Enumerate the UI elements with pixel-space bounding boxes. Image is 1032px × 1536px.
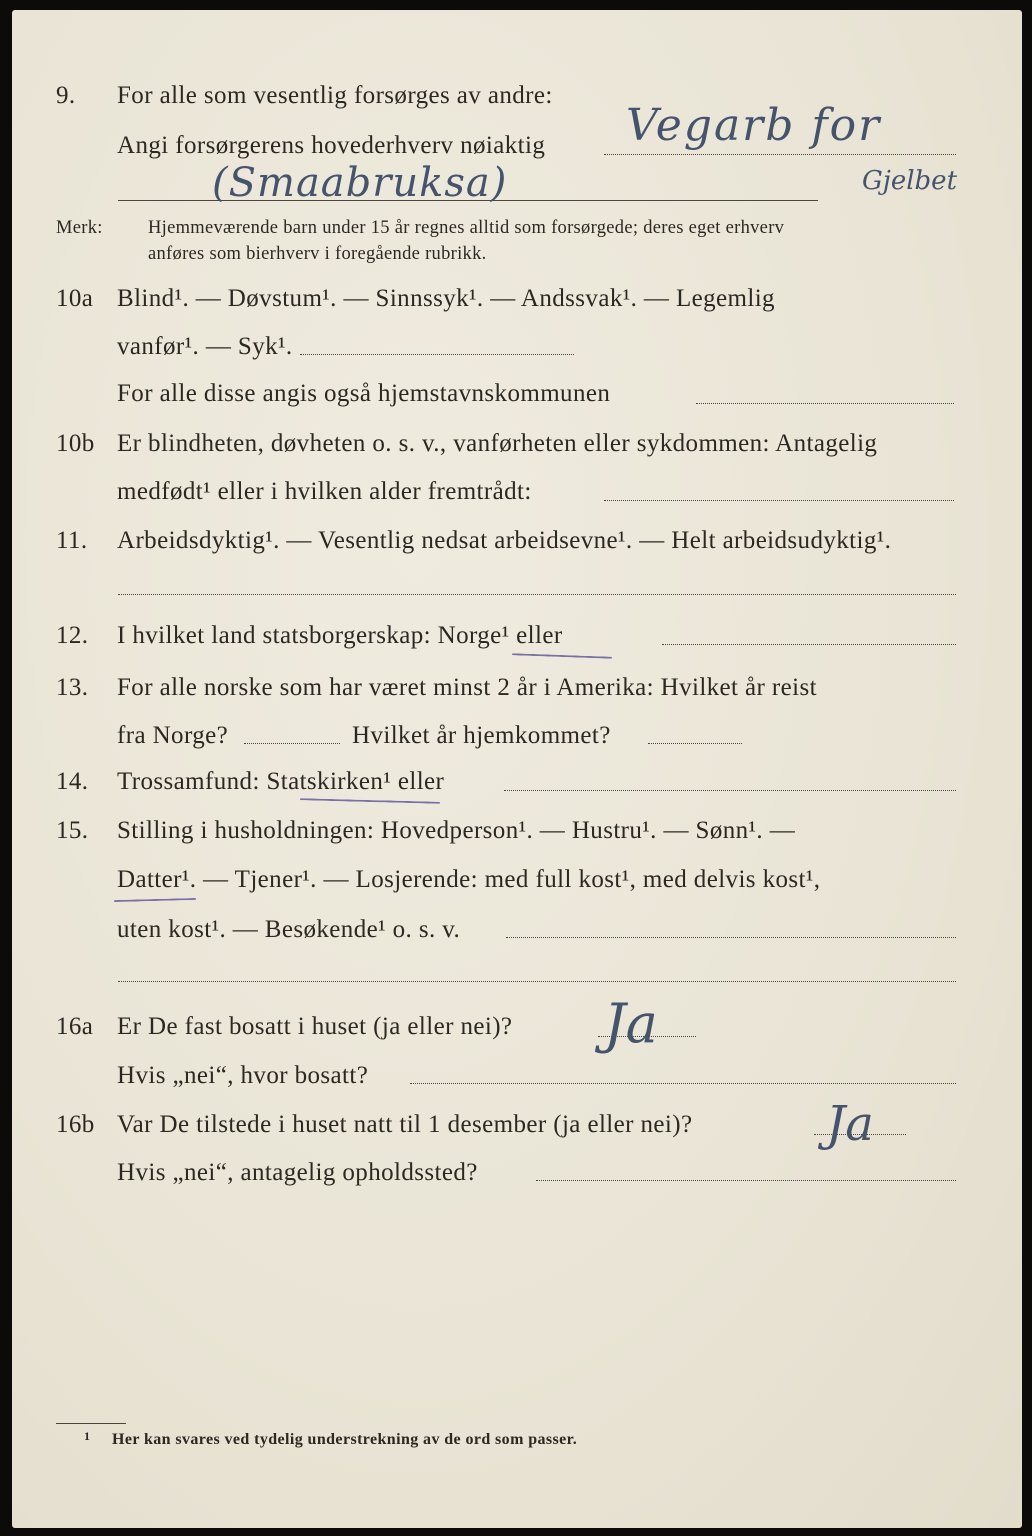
q13-line-1: [0, 674, 1032, 714]
merk-line-2: [0, 244, 1032, 284]
q10a-hometown: For alle disse angis også hjemstavnskommunen: [117, 380, 611, 407]
q16a-line-1: [0, 1013, 1032, 1053]
q16b-handwritten-answer: Ja: [826, 1096, 874, 1152]
q16b-whereabouts: Hvis „nei“, antagelig opholdssted?: [117, 1159, 478, 1186]
q12-question: I hvilket land statsborgerskap: Norge¹ eller: [117, 622, 563, 649]
q9-handwritten-answer-1: Vegarb for: [626, 100, 882, 151]
q12-number: 12.: [56, 622, 89, 649]
q9-handwritten-answer-2: (Smaabruksa): [212, 160, 508, 206]
q10b-line-1: [0, 430, 1032, 470]
q10b-number: 10b: [56, 430, 95, 457]
merk-label: Merk:: [56, 218, 103, 238]
q15-extra-line: [118, 981, 956, 982]
q14-question: Trossamfund: Statskirken¹ eller: [117, 768, 445, 795]
q13-number: 13.: [56, 674, 89, 701]
q10a-number: 10a: [56, 285, 94, 312]
q14-answer-line: [504, 790, 956, 791]
q9-instruction: Angi forsørgerens hovederhverv nøiaktig: [117, 132, 546, 159]
q10b-line-2: [0, 478, 1032, 518]
footnote-rule: [56, 1423, 126, 1424]
q16a-residence-line: [410, 1083, 956, 1084]
q10a-options-cont: vanfør¹. — Syk¹.: [117, 333, 293, 360]
q10a-answer-line: [300, 354, 574, 355]
q11-line-1: [0, 527, 1032, 567]
q15-options-end: uten kost¹. — Besøkende¹ o. s. v.: [117, 916, 461, 943]
q13-returned: Hvilket år hjemkommet?: [352, 722, 611, 749]
q16b-whereabouts-line: [536, 1180, 956, 1181]
q10b-answer-line: [604, 500, 954, 501]
q14-number: 14.: [56, 768, 89, 795]
q15-line-3: [0, 916, 1032, 956]
q9-number: 9.: [56, 82, 76, 109]
q15-line-1: [0, 817, 1032, 857]
q13-left-norway-line: [244, 743, 340, 744]
q15-options: Stilling i husholdningen: Hovedperson¹. — Hustru¹. — Sønn¹. —: [117, 817, 796, 844]
q10a-line-3: [0, 380, 1032, 420]
q9-answer-line-1: [604, 154, 956, 155]
q16b-question: Var De tilstede i huset natt til 1 desember (ja eller nei)?: [117, 1111, 693, 1138]
footnote-mark: 1: [84, 1429, 91, 1443]
q10a-line-1: [0, 285, 1032, 325]
q16b-number: 16b: [56, 1111, 95, 1138]
q16a-number: 16a: [56, 1013, 94, 1040]
q10a-options: Blind¹. — Døvstum¹. — Sinnssyk¹. — Andssvak¹. — Legemlig: [117, 285, 775, 312]
q15-answer-line: [506, 937, 956, 938]
q13-line-2: [0, 722, 1032, 762]
q10a-hometown-line: [696, 403, 954, 404]
q9-question: For alle som vesentlig forsørges av andre:: [117, 82, 553, 109]
q13-left-norway: fra Norge?: [117, 722, 229, 749]
q15-number: 15.: [56, 817, 89, 844]
q12-line-1: [0, 622, 1032, 662]
q9-handwritten-answer-3: Gjelbet: [862, 166, 958, 196]
q11-options: Arbeidsdyktig¹. — Vesentlig nedsat arbeidsevne¹. — Helt arbeidsudyktig¹.: [117, 527, 892, 554]
q11-answer-line: [118, 594, 956, 595]
q13-returned-line: [648, 743, 742, 744]
q16b-line-1: [0, 1111, 1032, 1151]
q10b-question: Er blindheten, døvheten o. s. v., vanførheten eller sykdommen: Antagelig: [117, 430, 878, 457]
q10a-line-2: [0, 333, 1032, 373]
q16a-handwritten-answer: Ja: [604, 992, 658, 1055]
footnote-text: Her kan svares ved tydelig understrekning av de ord som passer.: [112, 1431, 578, 1448]
q15-options-cont: Datter¹. — Tjener¹. — Losjerende: med full kost¹, med delvis kost¹,: [117, 866, 821, 893]
q11-number: 11.: [56, 527, 88, 554]
q16a-question: Er De fast bosatt i huset (ja eller nei)?: [117, 1013, 513, 1040]
q16a-residence: Hvis „nei“, hvor bosatt?: [117, 1062, 369, 1089]
merk-text-1: Hjemmeværende barn under 15 år regnes alltid som forsørgede; deres eget erhverv: [148, 218, 785, 238]
q13-question: For alle norske som har været minst 2 år i Amerika: Hvilket år reist: [117, 674, 817, 701]
q12-answer-line: [662, 644, 956, 645]
q14-line-1: [0, 768, 1032, 808]
footnote: [0, 1431, 1032, 1471]
q16b-line-2: [0, 1159, 1032, 1199]
q10b-question-cont: medfødt¹ eller i hvilken alder fremtrådt:: [117, 478, 532, 505]
merk-text-2: anføres som bierhverv i foregående rubrikk.: [148, 244, 487, 264]
q16a-line-2: [0, 1062, 1032, 1102]
